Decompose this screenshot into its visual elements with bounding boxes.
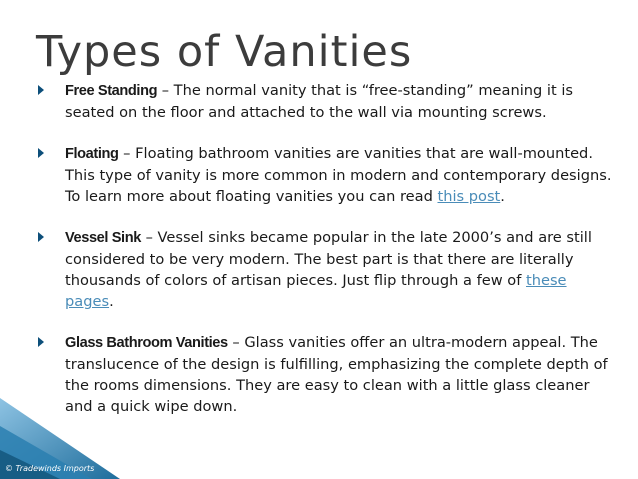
bullet-list <box>38 80 613 437</box>
item-text: – The normal vanity that is “free-standing” meaning it is seated on the floor and attached to the wall via mounting screws. <box>65 82 573 121</box>
item-term: Glass Bathroom Vanities <box>65 335 228 351</box>
list-item <box>38 227 613 312</box>
item-term: Free Standing <box>65 83 158 99</box>
item-text: – Glass vanities offer an ultra-modern appeal. The translucence of the design is fulfilling, emphasizing the complete depth of the rooms dimensions. They are easy to clean with a little glass cleaner and a quick wipe down. <box>65 334 608 415</box>
item-text: – Floating bathroom vanities are vanities that are wall-mounted. This type of vanity is more common in modern and contemporary designs. To learn more about floating vanities you can read <box>65 145 612 205</box>
triangle-bullet-icon <box>38 232 44 242</box>
list-item <box>38 80 613 123</box>
these-pages-link[interactable]: these pages <box>65 272 567 310</box>
item-term: Vessel Sink <box>65 230 141 246</box>
triangle-bullet-icon <box>38 337 44 347</box>
triangle-bullet-icon <box>38 148 44 158</box>
copyright-text: © Tradewinds Imports <box>5 464 95 473</box>
item-term: Floating <box>65 146 119 162</box>
list-item <box>38 143 613 207</box>
slide-title: Types of Vanities <box>36 27 413 77</box>
item-text-end: . <box>109 293 114 310</box>
triangle-bullet-icon <box>38 85 44 95</box>
item-text: – Vessel sinks became popular in the late 2000’s and are still considered to be very modern. The best part is that there are literally thousands of colors of artisan pieces. Just flip through a few of <box>65 229 592 289</box>
item-text-end: . <box>500 188 505 205</box>
list-item <box>38 332 613 417</box>
this-post-link[interactable]: this post <box>437 188 501 205</box>
